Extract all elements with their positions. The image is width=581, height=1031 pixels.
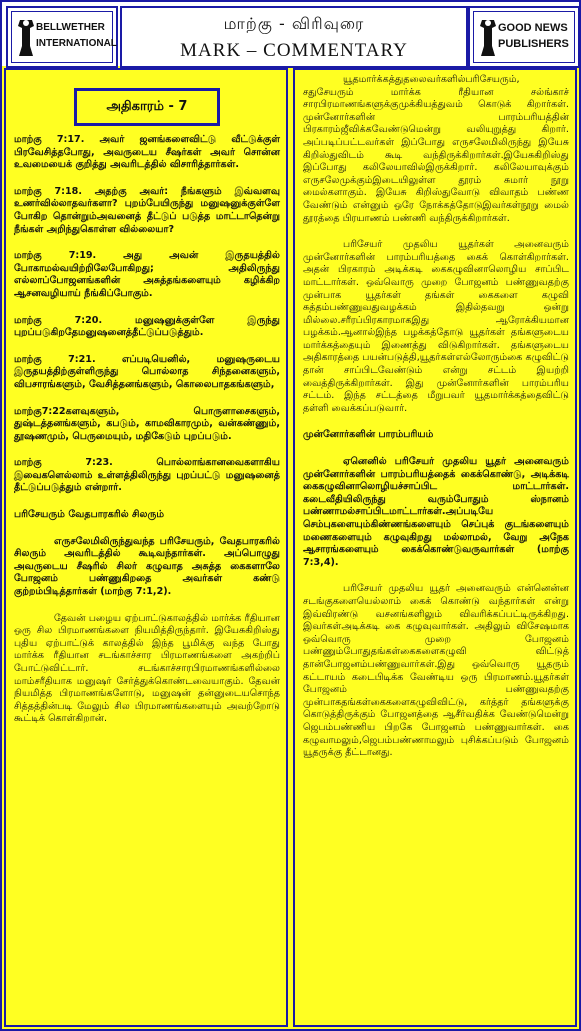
body-paragraph: பரிசேயர் முதலிய யூதர் அனைவரும் என்னென்ன சடங்குகளையெல்லாம் கைக் கொண்டு வந்தார்கள் என்று இவ்விரண்டு வசனங்களிலும் விவரிக்கப்பட்டிருக்கிறது. இவர்கள்அடிக்கடி கை கழுவுவார்கள். அதிலும் விசேஷமாக ஒவ்வொரு முறை போஜனம் பண்ணும்போதுதங்கள்கைகளைகழுவி விட்டுத் தான்போஜனம்பண்ணுவார்கள்.இது ஒவ்வொரு யூதரும் கட்டாயம் கடைபிடிக்க வேண்டிய ஒரு பிரமாணம்.யூதர்கள் போஜனம் பண்ணுவதற்கு முன்பாகதங்கள்கைகளைகழுவிவிட்டு, கர்த்தர் தங்களுக்கு கொடுத்திருக்கும் போஜனத்தை ஆசீர்வதிக்க வேண்டுமென்று ஜெபம்பண்ணிய பிறகே போஜனம் பண்ணுவார்கள். கை கழுவாமலும்,ஜெபம்பண்ணாமலும் புசிக்கப்படும் போஜனம் யூதருக்கு தீட்டானது.	[303, 583, 569, 759]
sheep-icon	[16, 16, 36, 58]
title-box	[120, 6, 468, 68]
verse-paragraph: மாற்கு 7:23. பொல்லாங்கானவைகளாகிய இவைகளெல்லாம் உள்ளத்திலிருந்து புறப்பட்டு மனுஷனைத் தீட்டுப்படுத்தும் என்றார்.	[14, 457, 280, 494]
logo-line2: PUBLISHERS	[498, 38, 569, 50]
chapter-heading: அதிகாரம் - 7	[74, 88, 220, 126]
body-paragraph: யூதமார்க்கத்துதலைவர்களில்பரிசேயரும், சதுசேயரும் மார்க்க ரீதியான சல்ங்காச் சாரபிரமாணங்களுக்குமுக்கியத்துவம் கொடுக் கிறார்கள். முன்னோர்களின் பாரம்பரியத்தின் பிரகாரம்ஜீவிக்கவேண்டுமென்று வலியுறுத்து கிறார். அப்படிப்பட்டவர்கள் இப்போது எருசலேமிலிருந்து இயேசு கிறிஸ்துவிடம் கூடி வந்திருக்கிறார்கள்.இயேசுகிறிஸ்து இப்போது கலிலேயாவில்இருக்கிறார். கலிலேயாவுக்கும் எருசலேமுக்கும்இடையிலுள்ள தூரம் சுமார் நூறு மைல்களாகும். இயேசு கிறிஸ்துவோடு விவாதம் பண்ண வேண்டும் என்னும் ஒரே நோக்கத்தோடுஇவர்கள்நூறு மைல் தூரத்தை பிரயாணம் பண்ணி வந்திருக்கிறார்கள்.	[303, 74, 569, 224]
logo-line1: BELLWETHER	[36, 22, 105, 33]
verse-paragraph: மாற்கு7:22களவுகளும், பொருளாசைகளும், துஷ்டத்தனங்களும், கபடும், காமவிகாரமும், வன்கண்ணும், தூஷணமும், பெருமையும், மதிகேடும் புறப்படும்.	[14, 405, 280, 442]
section-heading: பரிசேயரும் வேதபாரகரில் சிலரும்	[14, 509, 165, 521]
right-text	[303, 74, 569, 774]
verse-paragraph: மாற்கு 7:18. அதற்கு அவர்: நீங்களும் இவ்வளவு உணர்வில்லாதவர்களா? புறம்பேயிருந்து மனுஷனுக்குள்ளே போகிற தொன்றும்அவனைத் தீட்டுப் படுத்த மாட்டாதென்று நீங்கள் அறிந்துகொள்ள வில்லையா?	[14, 185, 280, 235]
body-paragraph: பரிசேயர் முதலிய யூதர்கள் அனைவரும் முன்னோர்களின் பாரம்பரியத்தை கைக் கொள்கிறார்கள். அதன் பிரகாரம் அடிக்கடி கைகழுவினாலொழிய சாப்பிட மாட்டார்கள். ஒவ்வொரு முறை போஜனம் பண்ணுவதற்கு முன்பாக யூதர்கள் தங்கள் கைகளை கழுவி சுத்தம்பண்ணுவதுவழக்கம் இதில்தவறு ஒன்று மில்லை.சரீரப்பிரகாரமாகஇது ஆரோக்கியமான பழக்கம்.ஆனால்இந்த பழக்கத்தோடு யூதர்கள் தங்களுடைய மார்க்கத்தையும் இணைத்து விடுகிறார்கள். தங்களுடைய அதிகாரத்தை பயன்படுத்தி,யூதர்கள்எல்லோரும்கை கழுவிட்டு தான் சாப்பிடவேண்டும் என்று சட்டம் இயற்றி வைத்திருக்கிறார்கள். இது முன்னோர்களின் பாரம்பரிய சட்டம். இந்த சட்டத்தை மீறுபவர் யூதமார்க்கத்தைவிட்டு தள்ளி வைக்கப்படுவார்.	[303, 239, 569, 414]
title-tamil: மாற்கு - விரிவுரை	[223, 14, 365, 33]
good-news-logo	[468, 6, 580, 68]
quote-paragraph: எருசலேமிலிருந்துவந்த பரிசேயரும், வேதபாரகரில் சிலரும் அவரிடத்தில் கூடிவந்தார்கள். அப்பொழுது அவருடைய சீஷரில் சிலர் கழுவாத அசுத்த கைகளாலே போஜனம் பண்ணுகிறதை அவர்கள் கண்டு குற்றம்பிடித்தார்கள் (மாற்கு 7:1,2).	[14, 535, 280, 598]
title-english: MARK – COMMENTARY	[180, 40, 408, 61]
verse-paragraph: மாற்கு 7:20. மனுஷனுக்குள்ளே இருந்து புறப்படுகிறதேமனுஷனைத்தீட்டுப்படுத்தும்.	[14, 314, 280, 339]
verse-paragraph: மாற்கு 7:21. எப்படியெனில், மனுஷருடைய இருதயத்திற்குள்ளிருந்து பொல்லாத சிந்தனைகளும், விபசாரங்களும், வேசித்தனங்களும், கொலைபாதகங்களும்,	[14, 353, 280, 390]
section-heading: முன்னோர்களின் பாரம்பரியம்	[303, 429, 434, 441]
verse-paragraph: மாற்கு 7:17. அவர் ஜனங்களைவிட்டு வீட்டுக்குள் பிரவேசித்தபோது, அவருடைய சீஷர்கள் அவர் சொன்ன உவமையைக் குறித்து அவரிடத்தில் விசாரித்தார்கள்.	[14, 134, 280, 171]
body-paragraph: தேவன் பழைய ஏற்பாட்டுகாலத்தில் மார்க்க ரீதியான ஒரு சில பிரமாணங்களை நியமித்திருந்தார். இயேசுகிறிஸ்து புதிய ஏற்பாட்டுக் காலத்தில் இந்த பூமிக்கு வந்த போது மார்க்க ரீதியான சடங்காச்சார பிரமாணங்களை அகற்றிப் போட்டுவிட்டார். சடங்காச்சாரபிரமாணங்களில்லை மாம்சரீதியாக மனுஷர் சேர்த்துக்கொண்டவையாகும். தேவன் நியமித்த பிரமாணங்களோடு, மனுஷன் தன்னுடையசொந்த சித்தத்தின்படி மேலும் சில பிரமாணங்களையும் அவற்றோடு கூட்டிக் கொள்கிறான்.	[14, 612, 280, 725]
logo-line2: INTERNATIONAL	[36, 38, 117, 49]
logo-line1: GOOD NEWS	[498, 22, 568, 34]
right-column	[293, 68, 577, 1027]
left-column	[4, 68, 288, 1027]
bellwether-logo	[6, 6, 118, 68]
sheep-icon	[478, 16, 498, 58]
verse-paragraph: மாற்கு 7:19. அது அவன் இருதயத்தில் போகாமல்வயிற்றிலேபோகிறது; அதிலிருந்து எல்லாப்போஜனங்களின் அசுத்தங்களையும் கழிக்கிற ஆசனவழியாய் நீங்கிப்போகும்.	[14, 250, 280, 299]
header	[2, 2, 579, 66]
left-text	[14, 134, 280, 740]
quote-paragraph: ஏனெனில் பரிசேயர் முதலிய யூதர் அனைவரும் முன்னோர்களின் பாரம்பரியத்தைக் கைக்கொண்டு, அடிக்கடி கைகழுவினாலொழியச்சாப்பிட மாட்டார்கள். கடைவீதியிலிருந்து வரும்போதும் ஸ்நானம் பண்ணாமல்சாப்பிடமாட்டார்கள்.அப்படியே செம்புகளையும்கிண்ணங்களையும் செப்புக் குடங்களையும் மணைகளையும் கழுவுகிறது மல்லாமல், வேறு அநேக ஆசாரங்களையும் கைக்கொண்டுவருவார்கள் (மாற்கு 7:3,4).	[303, 456, 569, 568]
